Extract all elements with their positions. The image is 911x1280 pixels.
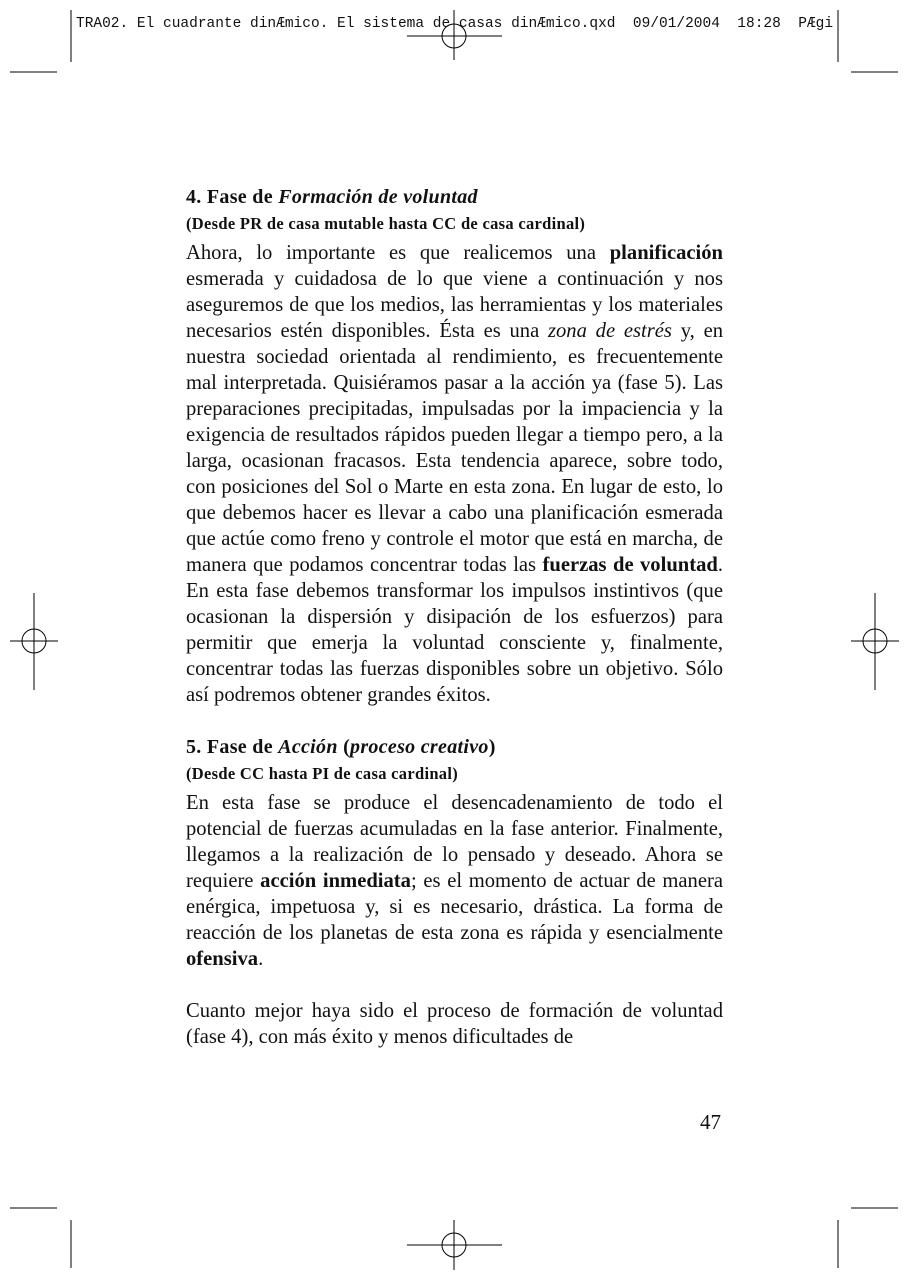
crop-mark-top-right bbox=[838, 10, 898, 72]
italic-text: Acción bbox=[278, 736, 338, 758]
crop-mark-top-left bbox=[10, 10, 71, 72]
section-heading bbox=[186, 734, 723, 760]
text-run: Ahora, lo importante es que realicemos una bbox=[186, 242, 610, 264]
body-paragraph bbox=[186, 790, 723, 972]
italic-text: Formación de voluntad bbox=[278, 186, 478, 208]
text-run: 5. Fase de bbox=[186, 736, 279, 758]
text-run: En esta fase se produce el desencadenamiento de todo el potencial de fuerzas acumuladas en la fase anterior. Finalmente, llegamos a la realización de lo pensado y deseado. Ahora se requiere bbox=[186, 792, 723, 892]
registration-mark-bottom bbox=[407, 1220, 502, 1270]
bold-text: ofensiva bbox=[186, 948, 259, 970]
text-run: ) bbox=[488, 736, 496, 758]
registration-mark-right bbox=[851, 593, 899, 690]
crop-mark-bottom-left bbox=[10, 1208, 71, 1268]
section-heading bbox=[186, 184, 723, 210]
text-run: 4. Fase de bbox=[186, 186, 279, 208]
text-run: ; es el momento de actuar de manera enérgica, impetuosa y, si es necesario, drástica. La forma de reacción de los planetas de esta zona es rápida y esencialmente bbox=[186, 870, 723, 944]
page-number: 47 bbox=[700, 1110, 721, 1134]
crop-mark-bottom-right bbox=[838, 1208, 898, 1268]
section-subheading: (Desde CC hasta PI de casa cardinal) bbox=[186, 764, 459, 783]
bold-text: fuerzas de voluntad bbox=[542, 554, 718, 576]
text-run: . En esta fase debemos transformar los impulsos instintivos (que ocasionan la dispersión y disipación de los esfuerzos) para permitir que emerja la voluntad consciente y, finalmente, concentrar todas las fuerzas disponibles sobre un objetivo. Sólo así podremos obtener grandes éxitos. bbox=[186, 554, 723, 706]
body-paragraph bbox=[186, 998, 723, 1050]
page-body bbox=[186, 184, 723, 1050]
registration-mark-top bbox=[407, 10, 502, 60]
bold-text: acción inmediata bbox=[260, 870, 411, 892]
bold-text: planificación bbox=[609, 242, 723, 264]
section-subheading: (Desde PR de casa mutable hasta CC de casa cardinal) bbox=[186, 214, 586, 233]
text-run: Cuanto mejor haya sido el proceso de formación de voluntad (fase 4), con más éxito y menos dificultades de bbox=[186, 1000, 723, 1048]
body-paragraph bbox=[186, 240, 723, 708]
text-run: ( bbox=[337, 736, 351, 758]
text-run: y, en nuestra sociedad orientada al rendimiento, es frecuentemente mal interpretada. Quisiéramos pasar a la acción ya (fase 5). Las preparaciones precipitadas, impulsadas por la impaciencia y la exigencia de resultados rápidos pueden llegar a tiempo pero, a la larga, ocasionan fracasos. Esta tendencia aparece, sobre todo, con posiciones del Sol o Marte en esta zona. En lugar de esto, lo que debemos hacer es llevar a cabo una planificación esmerada que actúe como freno y controle el motor que está en marcha, de manera que podamos concentrar todas las bbox=[186, 320, 724, 576]
text-run: . bbox=[258, 948, 264, 970]
text-run: esmerada y cuidadosa de lo que viene a continuación y nos aseguremos de que los medios, las herramientas y los materiales necesarios estén disponibles. Ésta es una bbox=[186, 268, 723, 342]
print-slug-line: TRA02. El cuadrante dinÆmico. El sistema de casas dinÆmico.qxd 09/01/2004 18:28 PÆgi bbox=[76, 16, 834, 32]
registration-mark-left bbox=[10, 593, 58, 690]
italic-text: zona de estrés bbox=[548, 320, 672, 342]
italic-text: proceso creativo bbox=[350, 736, 489, 758]
